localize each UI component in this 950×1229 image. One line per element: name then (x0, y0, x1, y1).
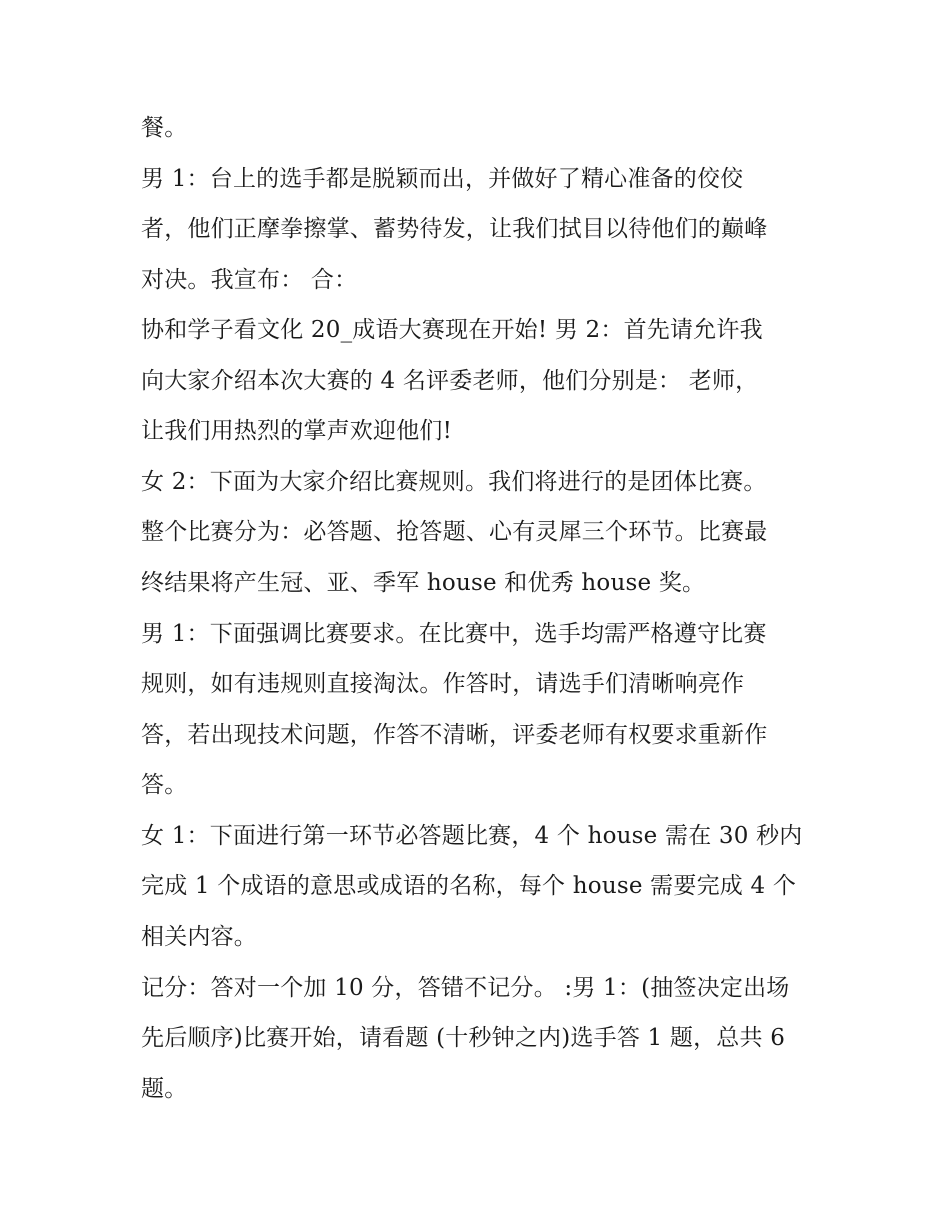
text-line-18: 记分：答对一个加 10 分，答错不记分。 :男 1：(抽签决定出场 (141, 975, 790, 1001)
text-line-1: 餐。 (141, 115, 188, 141)
text-line-16: 完成 1 个成语的意思或成语的名称，每个 house 需要完成 4 个 (141, 873, 797, 899)
text-line-12: 规则，如有违规则直接淘汰。作答时，请选手们清晰响亮作 (141, 671, 745, 697)
text-line-2: 男 1：台上的选手都是脱颖而出，并做好了精心准备的佼佼 (141, 166, 744, 192)
text-line-4: 对决。我宣布： 合： (141, 267, 358, 293)
text-line-11: 男 1：下面强调比赛要求。在比赛中，选手均需严格遵守比赛 (141, 621, 767, 647)
text-line-9: 整个比赛分为：必答题、抢答题、心有灵犀三个环节。比赛最 (141, 519, 768, 545)
text-line-19: 先后顺序)比赛开始，请看题 (十秒钟之内)选手答 1 题，总共 6 (141, 1025, 786, 1051)
text-line-17: 相关内容。 (141, 924, 257, 950)
text-line-15: 女 1：下面进行第一环节必答题比赛，4 个 house 需在 30 秒内 (141, 823, 803, 849)
text-line-3: 者，他们正摩拳擦掌、蓄势待发，让我们拭目以待他们的巅峰 (141, 216, 768, 242)
text-line-7: 让我们用热烈的掌声欢迎他们! (141, 418, 453, 444)
text-line-10: 终结果将产生冠、亚、季军 house 和优秀 house 奖。 (141, 570, 706, 596)
text-line-13: 答，若出现技术问题，作答不清晰，评委老师有权要求重新作 (141, 722, 768, 748)
text-line-20: 题。 (141, 1076, 188, 1102)
text-line-5: 协和学子看文化 20_成语大赛现在开始! 男 2：首先请允许我 (141, 317, 763, 343)
text-line-8: 女 2：下面为大家介绍比赛规则。我们将进行的是团体比赛。 (141, 469, 767, 495)
text-line-14: 答。 (141, 772, 188, 798)
text-line-6: 向大家介绍本次大赛的 4 名评委老师，他们分别是： 老师， (141, 368, 759, 394)
